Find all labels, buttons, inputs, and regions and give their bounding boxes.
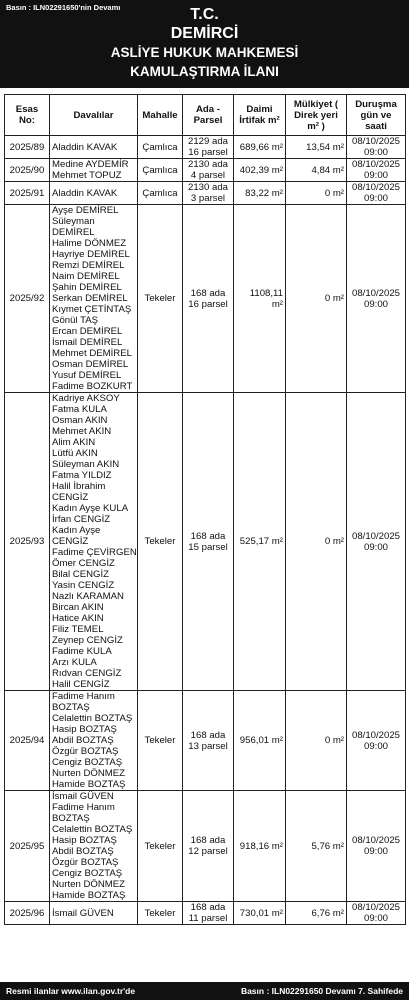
- defendant-name: Cengiz BOZTAŞ: [52, 868, 123, 879]
- header-esas: Esas No:: [5, 95, 50, 136]
- defendant-name: İsmail GÜVEN: [52, 907, 114, 919]
- defendant-name: Kıymet ÇETİNTAŞ: [52, 304, 132, 315]
- defendant-name: İrfan CENGİZ: [52, 514, 111, 525]
- irtifak-cell: 402,39 m²: [234, 159, 286, 182]
- defendant-name: İsmail DEMİREL: [52, 337, 123, 348]
- title-notice: KAMULAŞTIRMA İLANI: [130, 64, 279, 79]
- basin-reference: Basın : ILN02291650'nin Devamı: [6, 3, 121, 12]
- irtifak-cell: 956,01 m²: [234, 691, 286, 791]
- defendant-name: Fatma YILDIZ: [52, 470, 112, 481]
- irtifak-cell: 689,66 m²: [234, 136, 286, 159]
- mulkiyet-cell: 5,76 m²: [286, 791, 347, 902]
- defendant-name: Abdil BOZTAŞ: [52, 846, 114, 857]
- defendant-name: Gönül TAŞ: [52, 315, 99, 326]
- irtifak-cell: 918,16 m²: [234, 791, 286, 902]
- defendant-name: Zeynep CENGİZ: [52, 635, 123, 646]
- defendant-name: Abdil BOZTAŞ: [52, 735, 114, 746]
- defendant-name: Ercan DEMİREL: [52, 326, 123, 337]
- davalilar-cell: [50, 182, 138, 205]
- defendant-name: DEMİREL: [52, 227, 95, 238]
- durusma-cell: 08/10/2025 09:00: [347, 205, 406, 393]
- esas-cell: 2025/92: [5, 205, 50, 393]
- defendant-name: Halime DÖNMEZ: [52, 238, 127, 249]
- defendant-name: Yasin CENGİZ: [52, 580, 115, 591]
- mahalle-cell: Tekeler: [138, 393, 183, 691]
- defendant-name: Alim AKIN: [52, 437, 96, 448]
- mulkiyet-cell: 0 m²: [286, 691, 347, 791]
- mahalle-cell: Tekeler: [138, 205, 183, 393]
- title-court: ASLİYE HUKUK MAHKEMESİ: [110, 45, 299, 60]
- defendant-name: Hayriye DEMİREL: [52, 249, 130, 260]
- defendant-name: CENGİZ: [52, 492, 89, 503]
- defendant-name: Celalettin BOZTAŞ: [52, 824, 133, 835]
- mahalle-cell: Çamlıca: [138, 159, 183, 182]
- defendant-name: Fadime Hanım: [52, 802, 115, 813]
- davalilar-cell: [50, 902, 138, 925]
- ada-parsel-cell: 168 ada 12 parsel: [183, 791, 234, 902]
- defendant-name: CENGİZ: [52, 536, 89, 547]
- header-ada-parsel: Ada - Parsel: [183, 95, 234, 136]
- defendant-name: Yusuf DEMİREL: [52, 370, 122, 381]
- ada-parsel-cell: 2130 ada 3 parsel: [183, 182, 234, 205]
- mulkiyet-cell: 0 m²: [286, 205, 347, 393]
- defendant-name: Hasip BOZTAŞ: [52, 835, 117, 846]
- durusma-cell: 08/10/2025 09:00: [347, 393, 406, 691]
- defendant-name: Fadime ÇEVİRGEN: [52, 547, 137, 558]
- defendant-name: Naim DEMİREL: [52, 271, 120, 282]
- ada-parsel-cell: 2130 ada 4 parsel: [183, 159, 234, 182]
- header-durusma: Duruşma gün ve saati: [347, 95, 406, 136]
- defendant-name: Fadime KULA: [52, 646, 112, 657]
- defendant-name: Süleyman AKIN: [52, 459, 120, 470]
- mahalle-cell: Tekeler: [138, 691, 183, 791]
- defendant-name: BOZTAŞ: [52, 813, 90, 824]
- footer-website: Resmi ilanlar www.ilan.gov.tr'de: [6, 986, 136, 996]
- table-row: [5, 691, 406, 791]
- expropriation-table: [4, 94, 406, 925]
- defendant-name: Filiz TEMEL: [52, 624, 104, 635]
- table-row: [5, 182, 406, 205]
- defendant-name: Şahin DEMİREL: [52, 282, 122, 293]
- table-row: [5, 393, 406, 691]
- defendant-name: Cengiz BOZTAŞ: [52, 757, 123, 768]
- defendant-name: Mehmet TOPUZ: [52, 170, 122, 181]
- defendant-name: Kadın Ayşe KULA: [52, 503, 129, 514]
- durusma-cell: 08/10/2025 09:00: [347, 902, 406, 925]
- esas-cell: 2025/95: [5, 791, 50, 902]
- mahalle-cell: Çamlıca: [138, 136, 183, 159]
- defendant-name: Serkan DEMİREL: [52, 293, 128, 304]
- defendant-name: İsmail GÜVEN: [52, 791, 114, 802]
- durusma-cell: 08/10/2025 09:00: [347, 182, 406, 205]
- defendant-name: Fatma KULA: [52, 404, 107, 415]
- expropriation-table-wrap: [4, 94, 405, 925]
- ada-parsel-cell: 168 ada 13 parsel: [183, 691, 234, 791]
- defendant-name: Remzi DEMİREL: [52, 260, 125, 271]
- defendant-name: Medine AYDEMİR: [52, 159, 129, 170]
- table-row: [5, 159, 406, 182]
- defendant-name: Nurten DÖNMEZ: [52, 768, 126, 779]
- davalilar-cell: [50, 159, 138, 182]
- defendant-name: Fadime Hanım: [52, 691, 115, 702]
- mahalle-cell: Çamlıca: [138, 182, 183, 205]
- durusma-cell: 08/10/2025 09:00: [347, 791, 406, 902]
- header-irtifak: Daimi İrtifak m²: [234, 95, 286, 136]
- defendant-name: Mehmet DEMİREL: [52, 348, 132, 359]
- table-row: [5, 205, 406, 393]
- ada-parsel-cell: 168 ada 11 parsel: [183, 902, 234, 925]
- davalilar-cell: [50, 691, 138, 791]
- defendant-name: Celalettin BOZTAŞ: [52, 713, 133, 724]
- table-body: [5, 136, 406, 925]
- defendant-name: Özgür BOZTAŞ: [52, 857, 119, 868]
- davalilar-cell: [50, 791, 138, 902]
- header-davalilar: Davalılar: [50, 95, 138, 136]
- defendant-name: Mehmet AKIN: [52, 426, 112, 437]
- header-mulkiyet: Mülkiyet ( Direk yeri m² ): [286, 95, 347, 136]
- defendant-name: Hasip BOZTAŞ: [52, 724, 117, 735]
- defendant-name: Hamide BOZTAŞ: [52, 779, 126, 790]
- irtifak-cell: 730,01 m²: [234, 902, 286, 925]
- title-tc: T.C.: [190, 6, 219, 23]
- defendant-name: Özgür BOZTAŞ: [52, 746, 119, 757]
- defendant-name: Bircan AKIN: [52, 602, 104, 613]
- mulkiyet-cell: 6,76 m²: [286, 902, 347, 925]
- defendant-name: Nurten DÖNMEZ: [52, 879, 126, 890]
- defendant-name: Osman AKIN: [52, 415, 108, 426]
- title-city: DEMİRCİ: [170, 25, 239, 42]
- mulkiyet-cell: 0 m²: [286, 182, 347, 205]
- table-row: [5, 902, 406, 925]
- defendant-name: Aladdin KAVAK: [52, 187, 118, 199]
- esas-cell: 2025/91: [5, 182, 50, 205]
- defendant-name: Osman DEMİREL: [52, 359, 129, 370]
- irtifak-cell: 1108,11 m²: [234, 205, 286, 393]
- esas-cell: 2025/93: [5, 393, 50, 691]
- ada-parsel-cell: 168 ada 15 parsel: [183, 393, 234, 691]
- defendant-name: Kadın Ayşe: [52, 525, 101, 536]
- defendant-name: Hatice AKIN: [52, 613, 104, 624]
- defendant-name: Ömer CENGİZ: [52, 558, 115, 569]
- table-row: [5, 791, 406, 902]
- esas-cell: 2025/94: [5, 691, 50, 791]
- defendant-name: Lütfü AKIN: [52, 448, 98, 459]
- davalilar-cell: [50, 205, 138, 393]
- defendant-name: Süleyman: [52, 216, 95, 227]
- mahalle-cell: Tekeler: [138, 902, 183, 925]
- irtifak-cell: 525,17 m²: [234, 393, 286, 691]
- davalilar-cell: [50, 393, 138, 691]
- defendant-name: Nazlı KARAMAN: [52, 591, 124, 602]
- irtifak-cell: 83,22 m²: [234, 182, 286, 205]
- mulkiyet-cell: 13,54 m²: [286, 136, 347, 159]
- defendant-name: BOZTAŞ: [52, 702, 90, 713]
- esas-cell: 2025/90: [5, 159, 50, 182]
- durusma-cell: 08/10/2025 09:00: [347, 691, 406, 791]
- header-mahalle: Mahalle: [138, 95, 183, 136]
- defendant-name: Halil İbrahim: [52, 481, 106, 492]
- table-header-row: [5, 95, 406, 136]
- esas-cell: 2025/89: [5, 136, 50, 159]
- esas-cell: 2025/96: [5, 902, 50, 925]
- mahalle-cell: Tekeler: [138, 791, 183, 902]
- defendant-name: Halil CENGİZ: [52, 679, 110, 690]
- durusma-cell: 08/10/2025 09:00: [347, 159, 406, 182]
- mulkiyet-cell: 0 m²: [286, 393, 347, 691]
- defendant-name: Bilal CENGİZ: [52, 569, 110, 580]
- ada-parsel-cell: 168 ada 16 parsel: [183, 205, 234, 393]
- defendant-name: Aladdin KAVAK: [52, 141, 118, 153]
- table-row: [5, 136, 406, 159]
- durusma-cell: 08/10/2025 09:00: [347, 136, 406, 159]
- footer-continuation: Basın : ILN02291650 Devamı 7. Sahifede: [240, 986, 403, 996]
- notice-footer: [0, 982, 409, 1000]
- notice-header: [0, 0, 409, 88]
- defendant-name: Ayşe DEMİREL: [52, 205, 119, 216]
- davalilar-cell: [50, 136, 138, 159]
- defendant-name: Hamide BOZTAŞ: [52, 890, 126, 901]
- defendant-name: Fadime BOZKURT: [52, 381, 133, 392]
- defendant-name: Kadriye AKSOY: [52, 393, 120, 404]
- defendant-name: Arzı KULA: [52, 657, 97, 668]
- defendant-name: Rıdvan CENGİZ: [52, 668, 122, 679]
- ada-parsel-cell: 2129 ada 16 parsel: [183, 136, 234, 159]
- mulkiyet-cell: 4,84 m²: [286, 159, 347, 182]
